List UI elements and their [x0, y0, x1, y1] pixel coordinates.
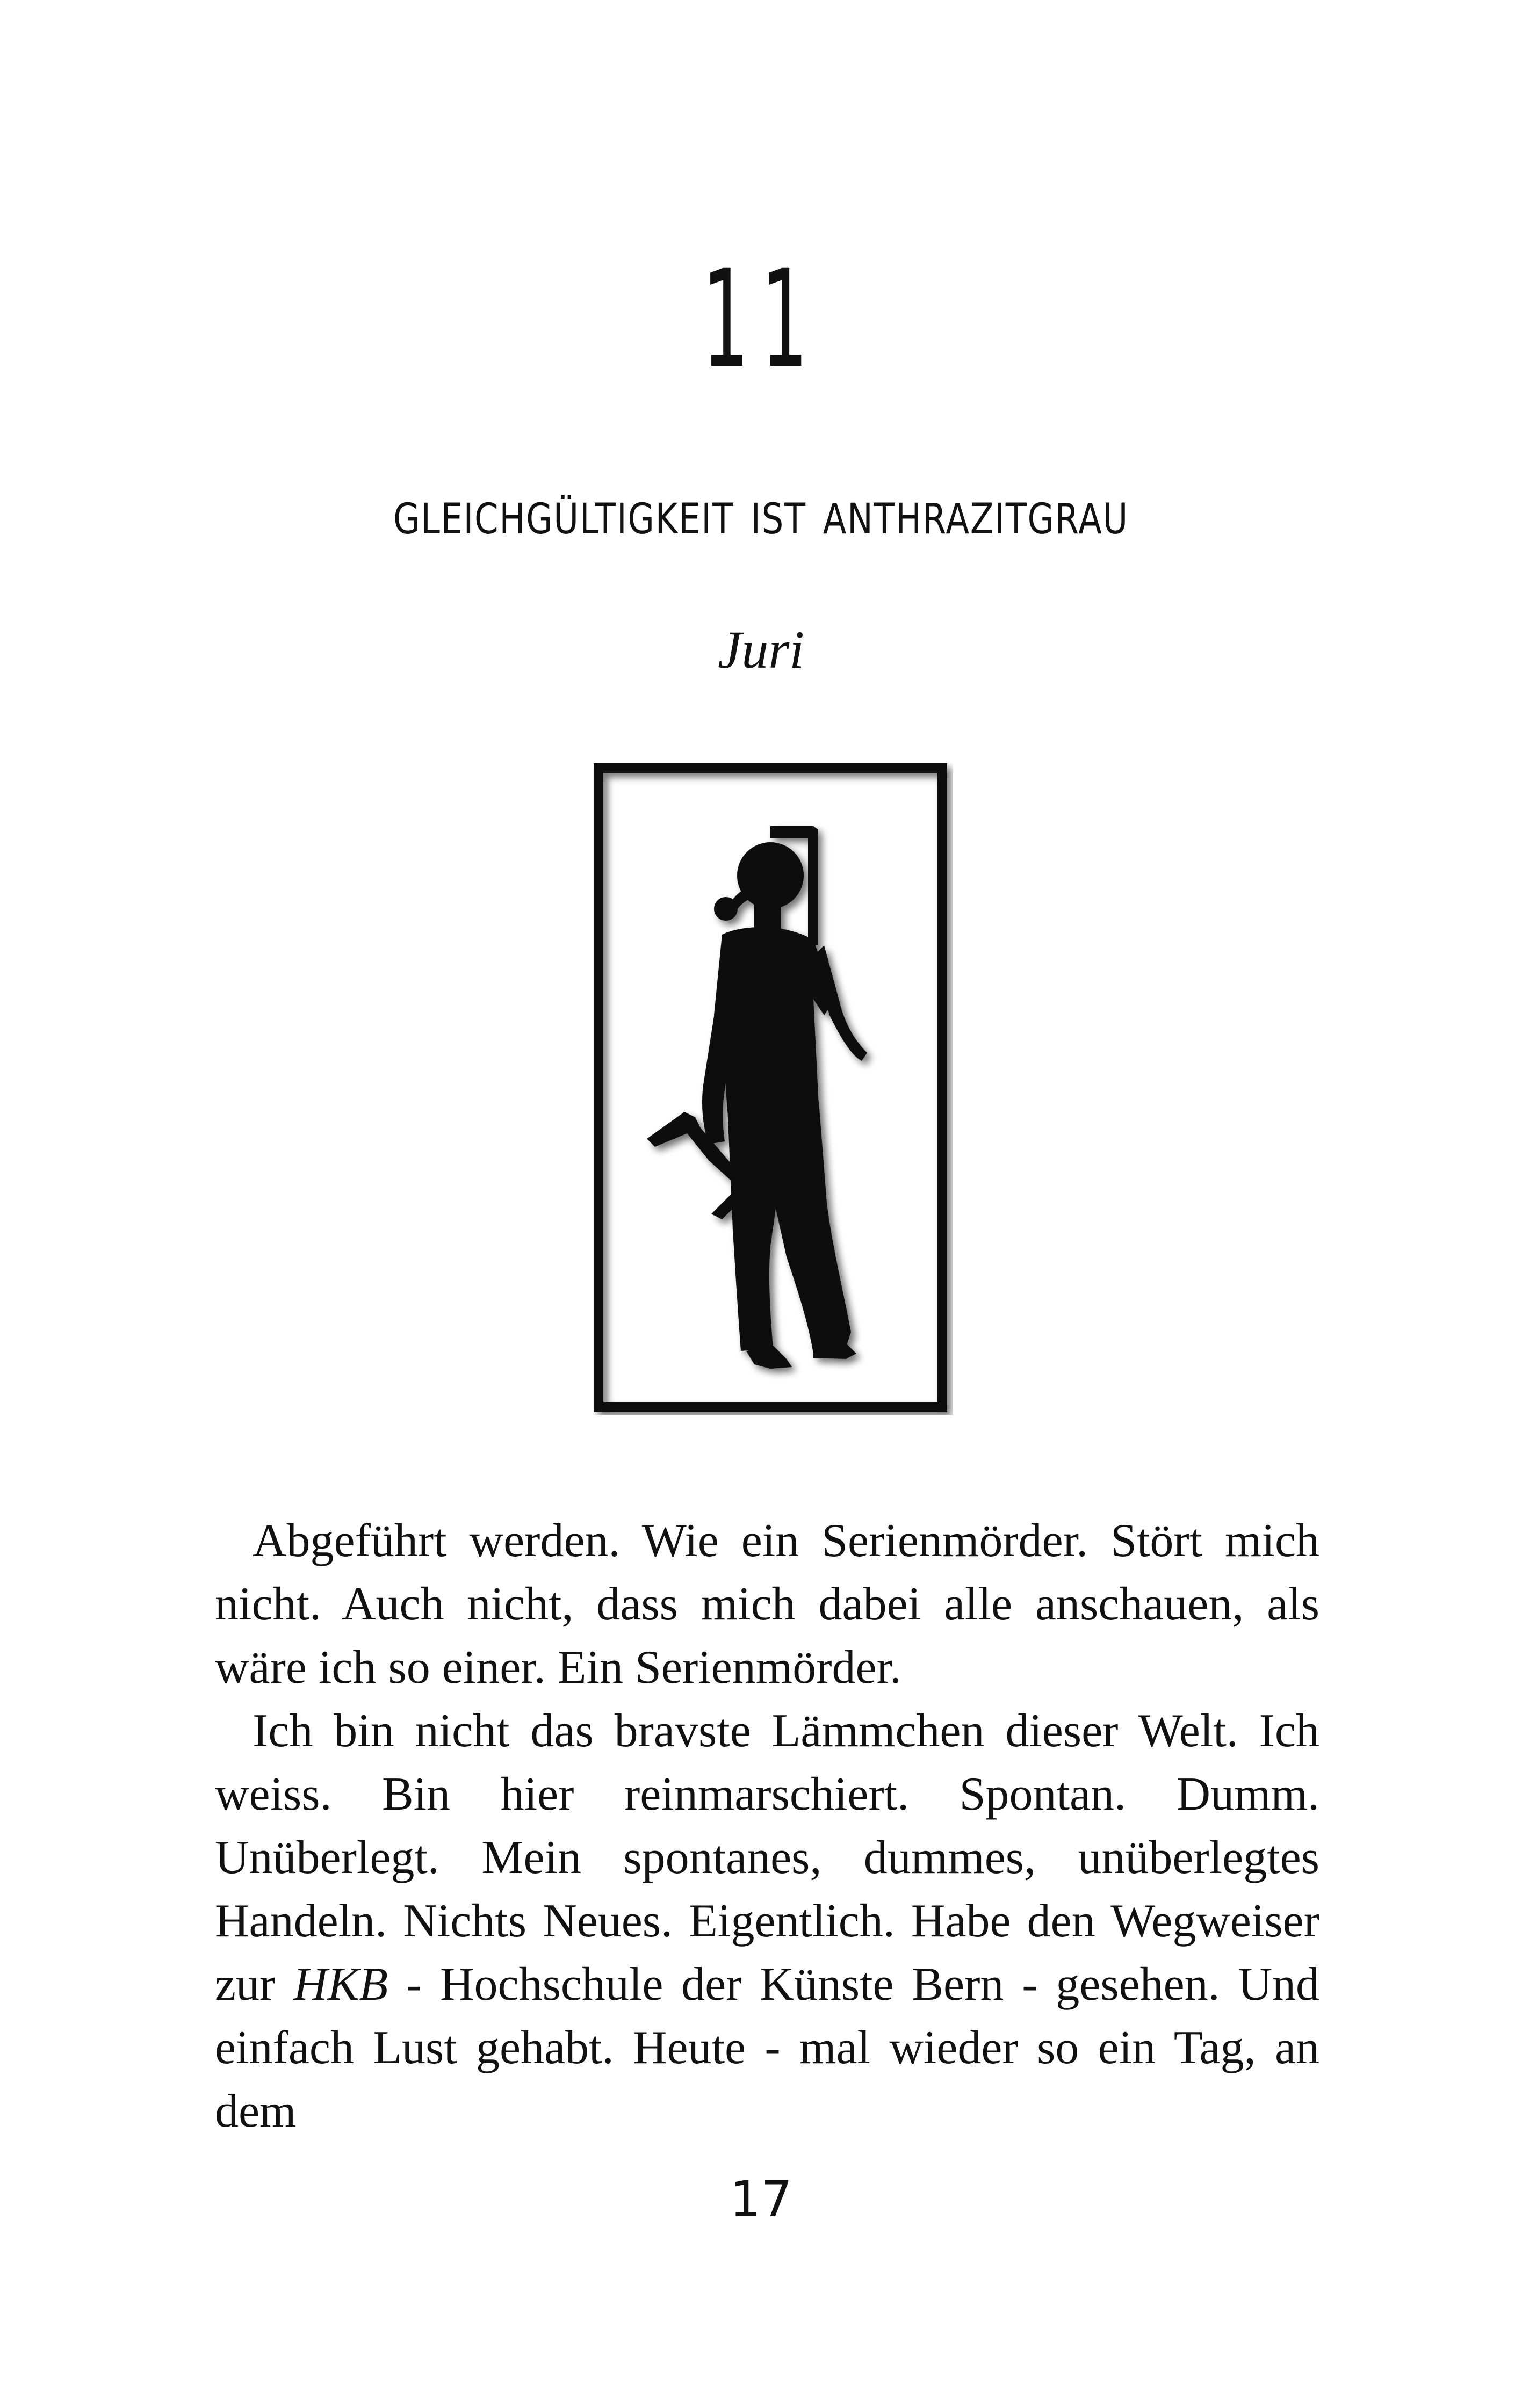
chapter-number: 11: [702, 241, 820, 397]
body-text: [215, 1509, 1319, 2143]
paragraph-text: - Hochschule der Künste Bern - gesehen. Und einfach Lust gehabt. Heute - mal wieder so ein Tag, an dem: [215, 1958, 1319, 2137]
page-number: 17: [729, 2171, 793, 2228]
paragraph: Abgeführt werden. Wie ein Serienmörder. Stört mich nicht. Auch nicht, dass mich dabei alle anschauen, als wäre ich so einer. Ein Serienmörder.: [215, 1515, 1319, 1694]
silhouette-person-in-frame-icon: [593, 763, 953, 1415]
chapter-illustration: [593, 763, 953, 1415]
chapter-narrator: Juri: [717, 620, 805, 679]
chapter-title: gleichgültigkeit ist anthrazitgrau: [393, 478, 1129, 548]
paragraph: [215, 1700, 1319, 2143]
emphasis-text: HKB: [293, 1958, 388, 2011]
paragraph-text: Ich bin nicht das bravste Lämmchen dieser Welt. Ich weiss. Bin hier reinmarschiert. Spontan. Dumm. Unüberlegt. Mein spontanes, dummes, unüberlegtes Handeln. Nichts Neues. Eigentlich. Habe den Wegweiser zur: [215, 1705, 1319, 2011]
